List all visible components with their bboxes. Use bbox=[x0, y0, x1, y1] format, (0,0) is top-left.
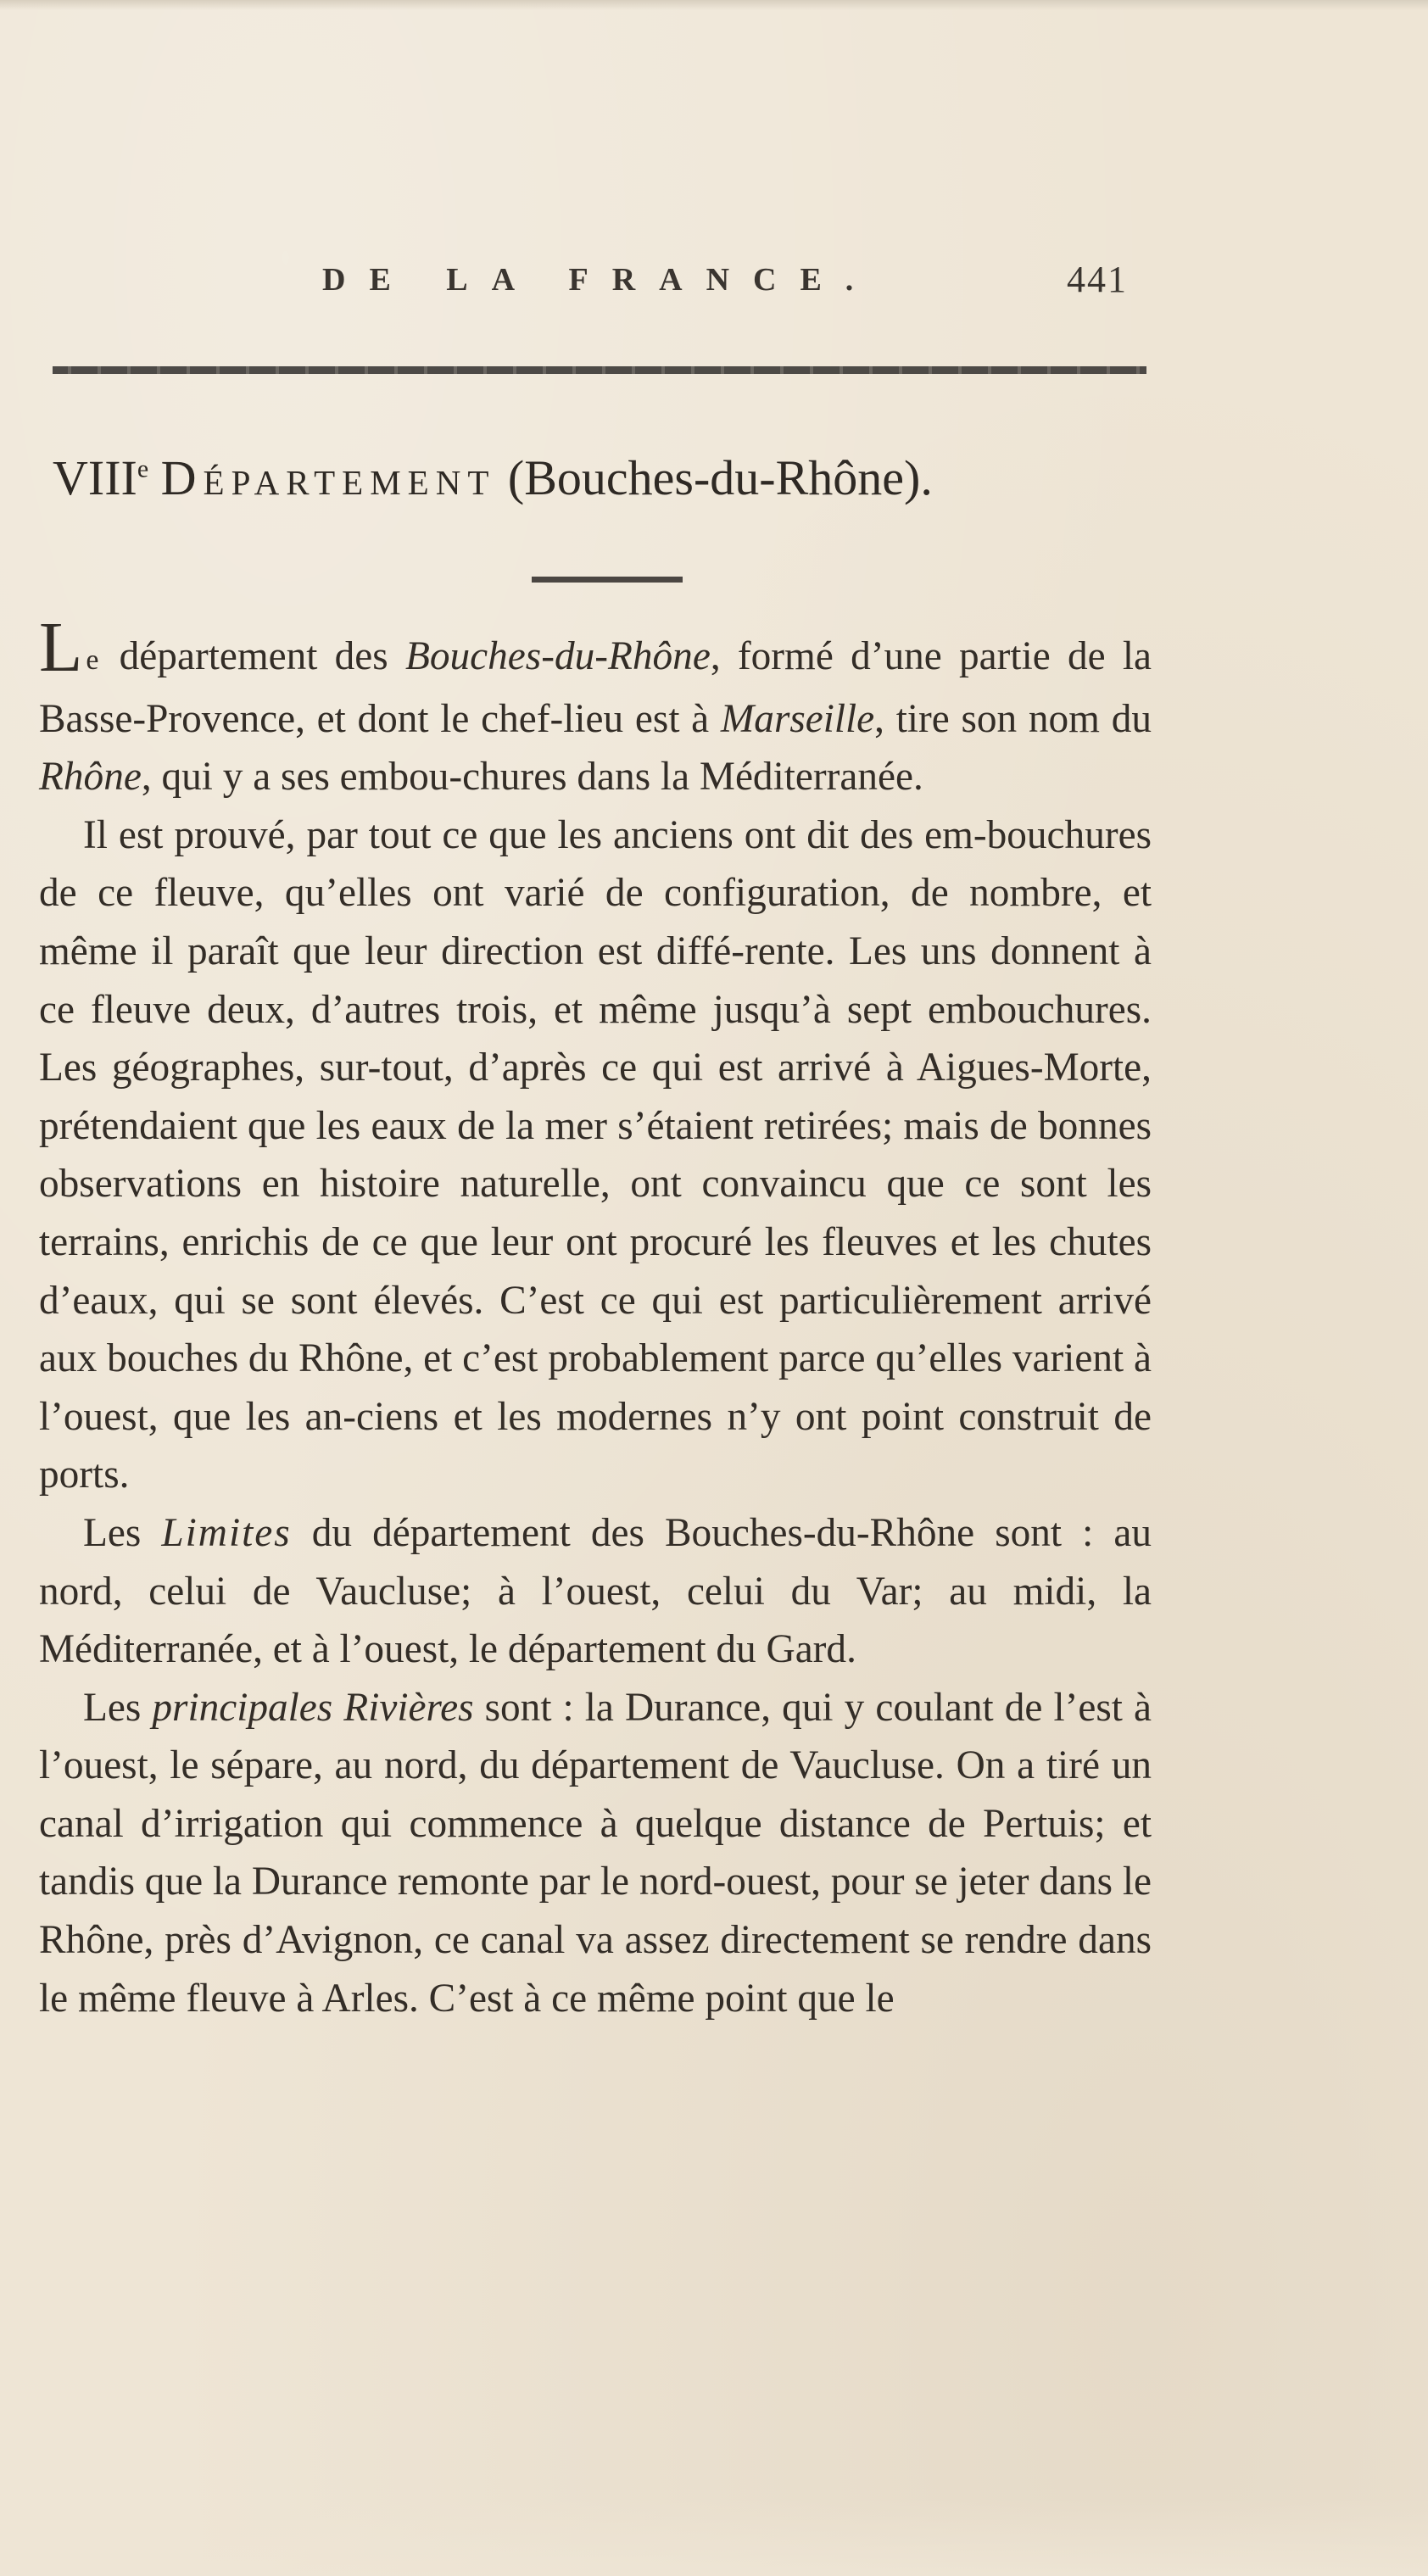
paragraph-2: Il est prouvé, par tout ce que les anciens ont dit des em-bouchures de ce fleuve, qu’elles ont varié de configuration, de nombre, et même il paraît que leur direction est diffé-rente. Les uns donnent à ce fleuve deux, d’autres trois, et même jusqu’à sept embouchures. Les géographes, sur-tout, d’après ce qui est arrivé à Aigues-Morte, prétendaient que les eaux de la mer s’étaient retirées; mais de bonnes observations en histoire naturelle, ont convaincu que ce sont les terrains, enrichis de ce que leur ont procuré les fleuves et les chutes d’eaux, qui se sont élevés. C’est ce qui est particulièrement arrivé aux bouches du Rhône, et c’est probablement parce qu’elles varient à l’ouest, que les an-ciens et les modernes n’y ont point construit de ports. bbox=[39, 812, 1152, 1497]
paragraph-3-text-1: Les bbox=[83, 1510, 162, 1555]
page-number: 441 bbox=[1067, 259, 1128, 300]
drop-cap: L bbox=[39, 607, 83, 687]
drop-cap-smallcaps: e bbox=[86, 644, 103, 676]
paragraph-4-text-1: Les bbox=[83, 1685, 153, 1730]
paragraph-1-italic-1: Bouches-du-Rhône bbox=[404, 634, 711, 678]
department-name: (Bouches-du-Rhône). bbox=[507, 450, 933, 505]
paragraph-1-italic-2: Marseille bbox=[720, 696, 875, 741]
paragraph-4-italic: principales Rivières bbox=[152, 1685, 474, 1730]
department-number-superscript: e bbox=[137, 454, 149, 483]
paragraph-3 bbox=[39, 1504, 1152, 1679]
paragraph-1-text-1: département des bbox=[102, 634, 405, 678]
paragraph-1-text-4: , qui y a ses embou-chures dans la Méditerranée. bbox=[141, 755, 923, 800]
paragraph-1-text-3: , tire son nom du bbox=[874, 696, 1152, 741]
paragraph-1 bbox=[39, 607, 1152, 806]
department-label: Département bbox=[160, 450, 496, 505]
paragraph-3-text-2: du département des Bouches-du-Rhône sont : au nord, celui de Vaucluse; à l’ouest, celui du Var; au midi, la Méditerranée, et à l’ouest, le département du Gard. bbox=[39, 1510, 1152, 1672]
department-heading bbox=[53, 449, 933, 506]
running-head: DE LA FRANCE. bbox=[322, 262, 878, 298]
body-text bbox=[39, 607, 1152, 2027]
paragraph-1-italic-3: Rhône bbox=[39, 755, 142, 800]
page-top-edge bbox=[0, 0, 1428, 10]
paragraph-3-italic: Limites bbox=[161, 1510, 292, 1555]
section-rule bbox=[532, 577, 683, 583]
page-bottom-shadow bbox=[0, 2500, 1428, 2576]
paragraph-1-text-2: , formé d’une partie de la Basse-Provence, et dont le chef-lieu est à bbox=[39, 634, 1152, 741]
header-rule bbox=[53, 366, 1146, 374]
department-number: VIII bbox=[53, 450, 137, 505]
paragraph-4 bbox=[39, 1679, 1152, 2028]
paragraph-4-text-2: sont : la Durance, qui y coulant de l’est à l’ouest, le sépare, au nord, du département de Vaucluse. On a tiré un canal d’irrigation qui commence à quelque distance de Pertuis; et tandis que la Durance remonte par le nord-ouest, pour se jeter dans le Rhône, près d’Avignon, ce canal va assez directement se rendre dans le même fleuve à Arles. C’est à ce même point que le bbox=[39, 1685, 1152, 2021]
